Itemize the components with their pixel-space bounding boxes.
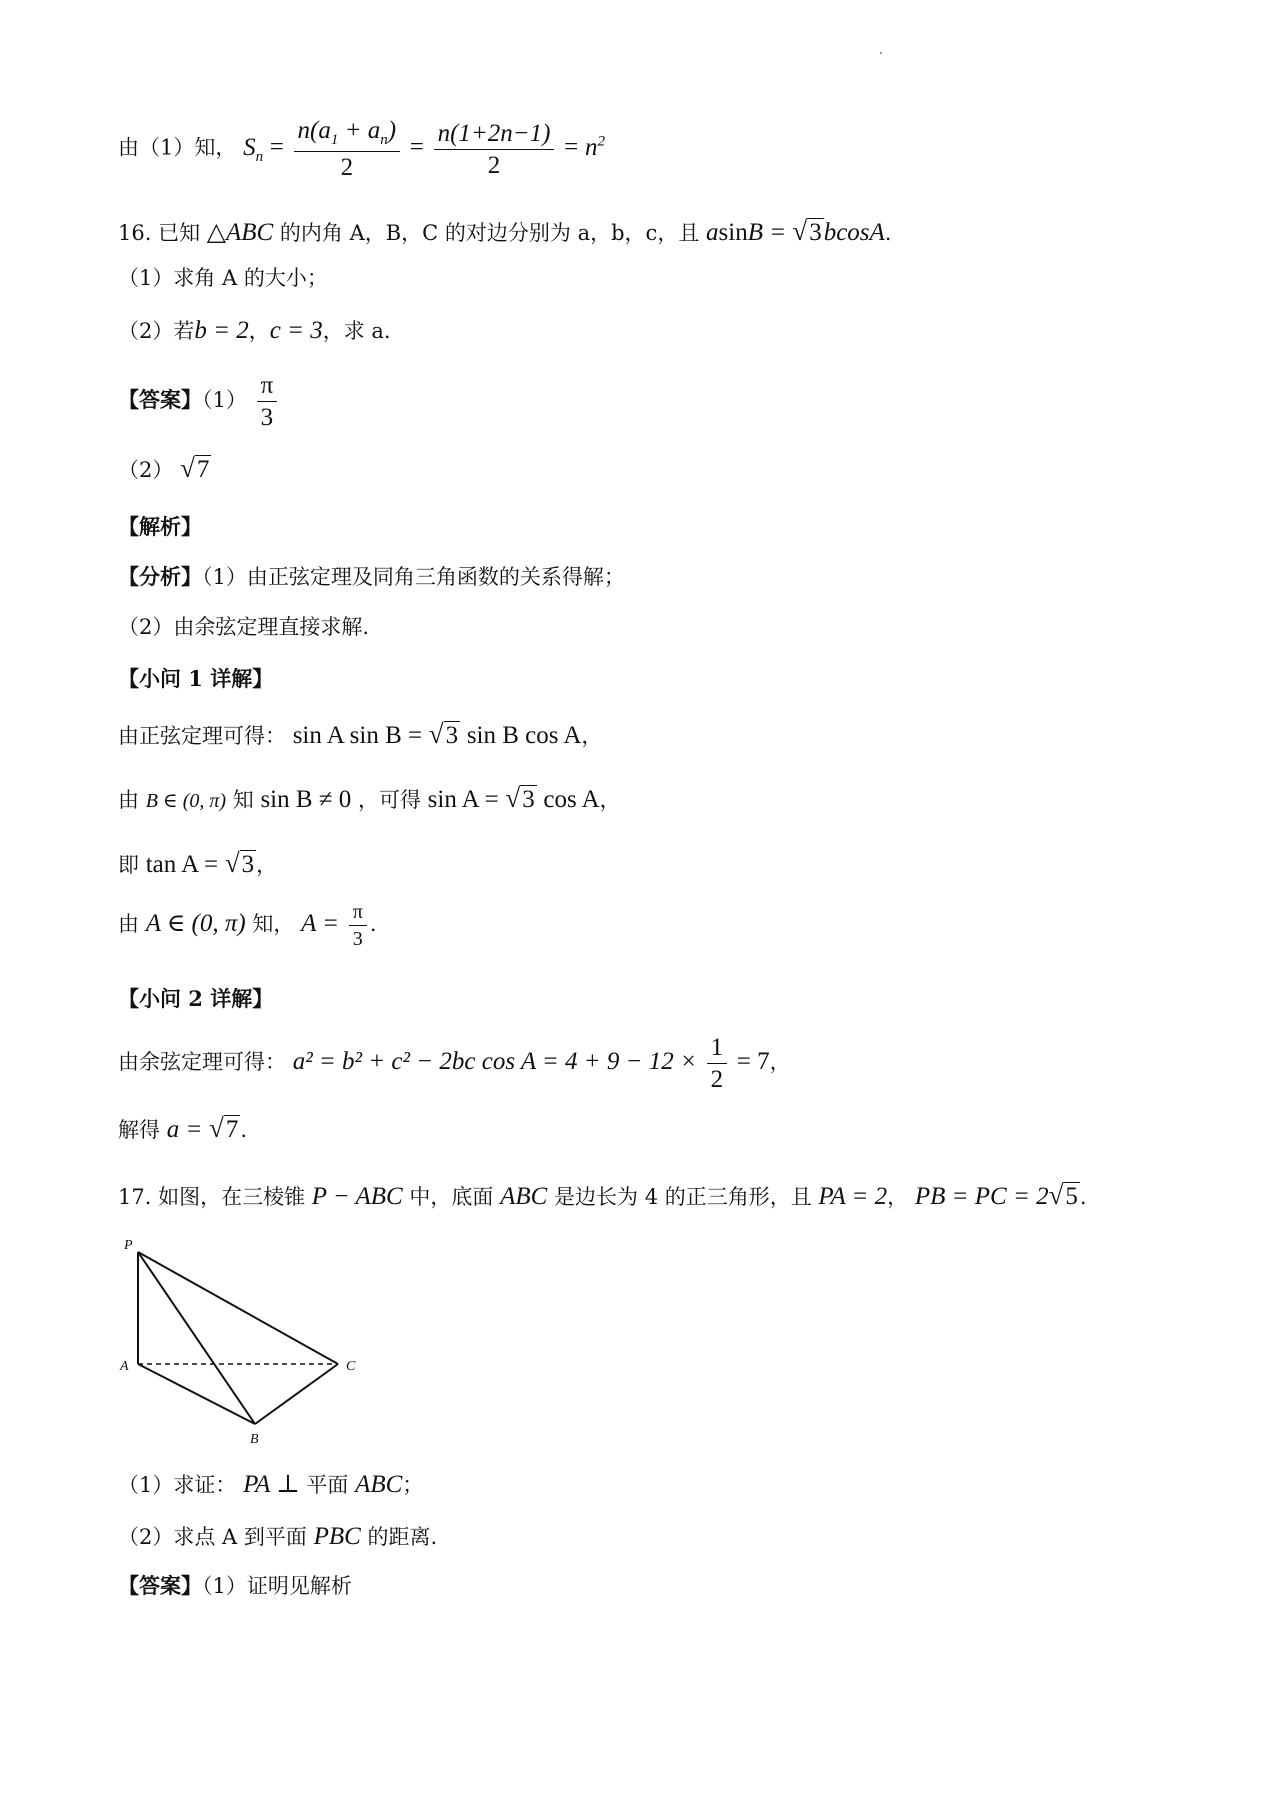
q16-answer2: （2） √7 [118, 453, 210, 483]
s2-line1: 由余弦定理可得： a² = b² + c² − 2bc cos A = 4 + 9 − 12 × $\frac{1}{2}$ = 7， [118, 1034, 791, 1093]
pyramid-figure [118, 1232, 378, 1447]
q16-part1: （1）求角 A 的大小； [118, 266, 328, 290]
label-b: B [250, 1432, 259, 1447]
edge-bc [255, 1364, 338, 1424]
label-c: C [346, 1359, 356, 1374]
sn-formula-line: 由（1）知， $S_n$ = $\frac{n(a_1 + a_n)}{2}$ = $\frac{n(1+2n-1)}{2}$ = $n^2$ [118, 117, 605, 181]
q17-part1: （1）求证： PA ⊥ 平面 ABC； [118, 1471, 424, 1498]
edge-pc [138, 1252, 338, 1364]
q16-part2: （2）若b = 2，c = 3，求 a. [118, 317, 391, 344]
q16-condition: asinB = √3bcosA [706, 216, 885, 246]
s1-line3: 即 tan A = √3， [118, 848, 278, 878]
sub2-label: 【小问 2 详解】 [118, 986, 274, 1011]
sn-prefix: 由（1）知， [118, 135, 237, 160]
scan-speck [880, 52, 882, 54]
fenxi-2: （2）由余弦定理直接求解. [118, 615, 370, 639]
fenxi-1: 【分析】（1）由正弦定理及同角三角函数的关系得解； [118, 564, 625, 589]
s1-line1: 由正弦定理可得： sin A sin B = √3 sin B cos A， [118, 719, 603, 749]
edge-pb [138, 1252, 255, 1424]
label-a: A [120, 1359, 129, 1374]
edge-ab [138, 1364, 255, 1424]
analysis-label: 【解析】 [118, 514, 202, 539]
q16-answer1: 【答案】（1） $\frac{\pi}{3}$ [118, 373, 280, 430]
q17-answer: 【答案】（1）证明见解析 [118, 1573, 352, 1598]
triangle-abc: △ABC [206, 219, 274, 246]
label-p: P [124, 1238, 133, 1253]
q17-part2: （2）求点 A 到平面 PBC 的距离. [118, 1523, 438, 1550]
q16-stem: 16. 已知 △ABC 的内角 A，B，C 的对边分别为 a，b，c，且 asinB = √3bcosA. [118, 216, 892, 246]
sub1-label: 【小问 1 详解】 [118, 666, 274, 691]
sn-symbol: $S_n$ [243, 133, 264, 165]
q17-stem: 17. 如图，在三棱锥 P − ABC 中，底面 ABC 是边长为 4 的正三角形，且 PA = 2， PB = PC = 2√5. [118, 1180, 1087, 1210]
sn-result: $n^2$ [584, 133, 605, 161]
s1-line4: 由 A ∈ (0, π) 知， A = $\frac{\pi}{3}$ . [118, 901, 377, 950]
s1-line2: 由 B ∈ (0, π) 知 sin B ≠ 0 ，可得 sin A = √3 cos A， [118, 783, 621, 813]
sn-fraction-2: $\frac{n(1+2n-1)}{2}$ [434, 121, 555, 178]
answer1-fraction: $\frac{\pi}{3}$ [257, 373, 278, 430]
sn-fraction-1: $\frac{n(a_1 + a_n)}{2}$ [294, 118, 401, 180]
s2-line2: 解得 a = √7. [118, 1113, 248, 1143]
